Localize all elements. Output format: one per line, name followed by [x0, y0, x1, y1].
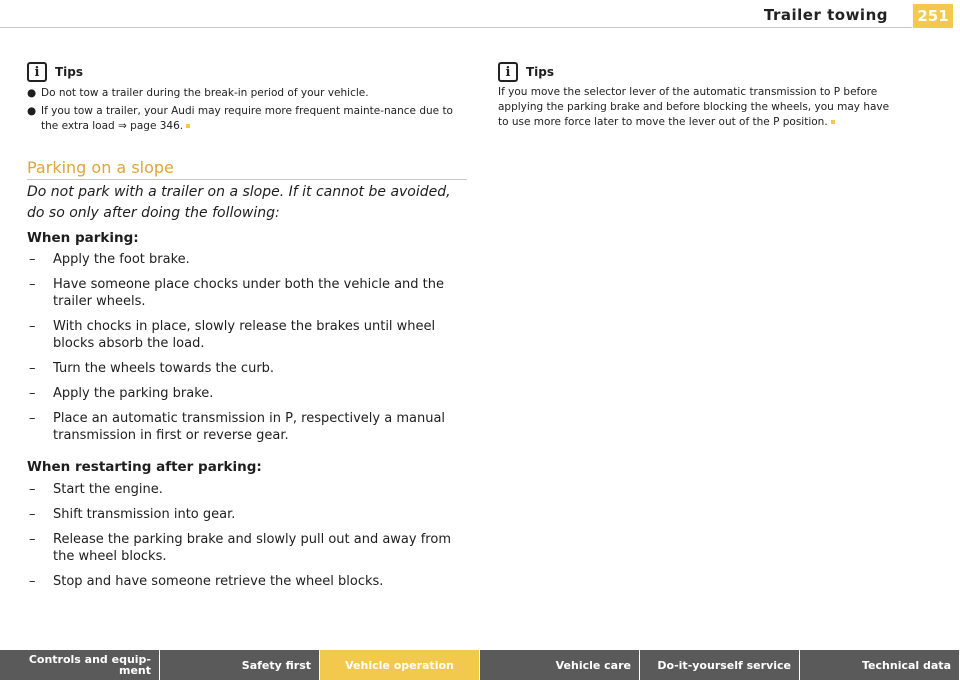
tips-bullet [27, 104, 467, 134]
dash-marker: – [29, 319, 36, 334]
list-item [27, 318, 472, 352]
list-item [27, 573, 472, 590]
footer-nav [0, 650, 960, 680]
list-item-text: Have someone place chocks under both the vehicle and the trailer wheels. [53, 277, 445, 309]
list-item-text: With chocks in place, slowly release the brakes until wheel blocks absorb the load. [53, 319, 436, 351]
info-icon: i [498, 62, 518, 82]
list-item [27, 360, 472, 377]
tips-label: Tips [55, 65, 84, 79]
tips-bullet [27, 86, 467, 101]
dash-marker: – [29, 574, 36, 589]
list-item [27, 531, 472, 565]
page-number-badge: 251 [913, 4, 953, 28]
list-item-text: Stop and have someone retrieve the wheel blocks. [53, 574, 384, 589]
bullet-dot-icon: ● [27, 87, 37, 99]
list-item-text: Shift transmission into gear. [53, 507, 236, 522]
dash-marker: – [29, 252, 36, 267]
list-item [27, 481, 472, 498]
dash-marker: – [29, 361, 36, 376]
tips-bullet-text: If you tow a trailer, your Audi may require more frequent mainte-nance due to the extra load ⇒ page 346. [41, 105, 453, 132]
footer-tab[interactable]: Technical data [800, 650, 959, 680]
tips-heading-left [27, 62, 83, 82]
list-item [27, 410, 472, 444]
list-item-text: Apply the foot brake. [53, 252, 190, 267]
dash-marker: – [29, 411, 36, 426]
section-title: Parking on a slope [27, 158, 467, 180]
footer-tab[interactable]: Do-it-yourself service [640, 650, 799, 680]
info-icon: i [27, 62, 47, 82]
footer-tab[interactable]: Vehicle operation [320, 650, 479, 680]
bullet-dot-icon: ● [27, 105, 37, 117]
list-item-text: Turn the wheels towards the curb. [53, 361, 275, 376]
list-item-text: Start the engine. [53, 482, 163, 497]
tips-text-right [498, 85, 893, 130]
footer-tab[interactable]: Controls and equip-ment [0, 650, 159, 680]
header-rule [0, 27, 912, 28]
footer-tab[interactable]: Vehicle care [480, 650, 639, 680]
list-item [27, 506, 472, 523]
list-item [27, 251, 472, 268]
list-item-text: Apply the parking brake. [53, 386, 214, 401]
tips-paragraph: If you move the selector lever of the automatic transmission to P before applying the parking brake and before blocking the wheels, you may have to use more force later to move the lever out of the P position. [498, 86, 890, 128]
section-intro: Do not park with a trailer on a slope. If it cannot be avoided, do so only after doing the following: [27, 184, 451, 221]
tips-list-left [27, 86, 467, 137]
tips-label: Tips [526, 65, 555, 79]
list-item [27, 385, 472, 402]
page-header-title: Trailer towing [763, 6, 888, 24]
dash-marker: – [29, 277, 36, 292]
list-item-text: Release the parking brake and slowly pull out and away from the wheel blocks. [53, 532, 451, 564]
tips-bullet-text: Do not tow a trailer during the break-in period of your vehicle. [41, 87, 369, 99]
list-item [27, 276, 472, 310]
when-restarting-heading: When restarting after parking: [27, 459, 262, 475]
parking-steps-list [27, 251, 472, 452]
list-item-text: Place an automatic transmission in P, respectively a manual transmission in first or reverse gear. [53, 411, 446, 443]
when-parking-heading: When parking: [27, 230, 139, 246]
tips-heading-right [498, 62, 554, 82]
end-marker-icon [186, 124, 190, 128]
dash-marker: – [29, 482, 36, 497]
dash-marker: – [29, 386, 36, 401]
end-marker-icon [831, 120, 835, 124]
dash-marker: – [29, 532, 36, 547]
restart-steps-list [27, 481, 472, 598]
dash-marker: – [29, 507, 36, 522]
footer-tab[interactable]: Safety first [160, 650, 319, 680]
